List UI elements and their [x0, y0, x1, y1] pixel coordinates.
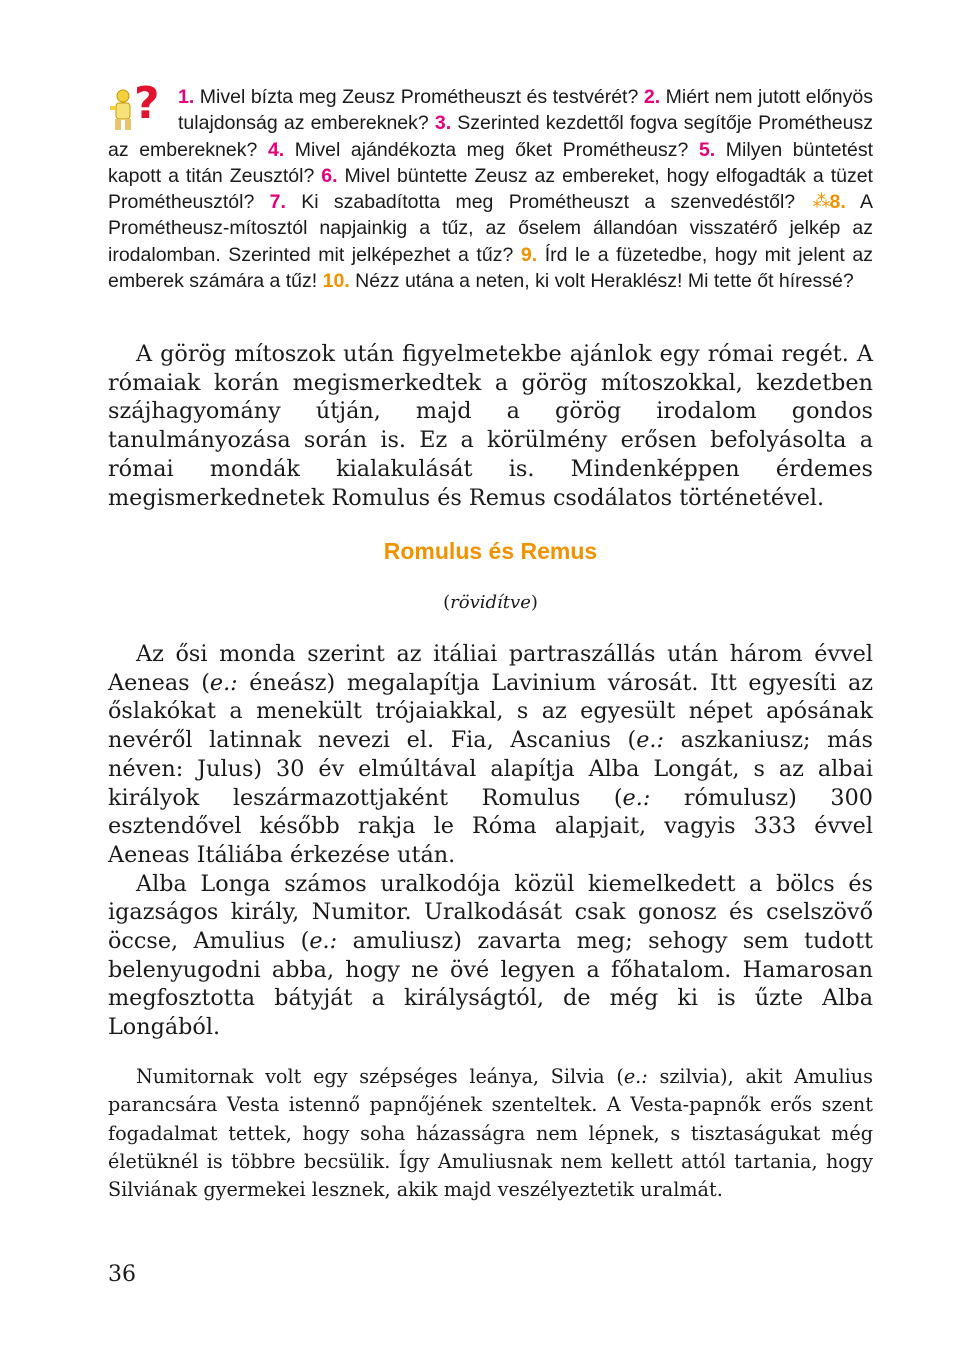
story-title: Romulus és Remus [383, 538, 598, 564]
pronunciation-marker: e.: [209, 669, 238, 696]
sparkle-star-icon: ⁂ [812, 191, 828, 213]
question-number: 2. [643, 86, 661, 108]
text-run: szilvia), akit Amulius parancsára Vesta istennő papnőjének szenteltek. A Vesta-papnők erős szent fogadalmat tettek, hogy soha házasságra nem lépnek, s tisztaságukat még életüknél is többre becsülik. Így Amuliusnak nem kellett attól tartania, hogy Silviának gyermekei lesznek, akik majd veszélyeztetik uralmát. [108, 1065, 874, 1202]
text-run: rómulusz) 300 esztendővel később rakja le Róma alapjait, vagyis 333 évvel Aeneas Itáliába érkezése után. [108, 784, 873, 868]
question-number: 5. [698, 138, 716, 161]
question-number: 1. [178, 86, 195, 108]
text-run: aszkaniusz; más néven: Julus) 30 év elmúltával alapítja Alba Longát, s az albai királyok leszármazottjaként Romulus ( [108, 727, 873, 811]
text-run: amuliusz) zavarta meg; sehogy sem tudott belenyugodni abba, hogy ne övé legyen a főhatalom. Hamarosan megfosztotta bátyját a királyságtól, de még ki is űzte Alba Longából. [108, 928, 874, 1041]
question-number: 7. [269, 191, 286, 214]
question-text: Írd le a füzetedbe, hogy mit jelent az emberek számára a tűz! [108, 243, 873, 293]
intro-paragraph [108, 340, 873, 512]
question-text: Ki szabadította meg Prométheuszt a szenvedéstől? [285, 191, 811, 214]
subtitle-close: ) [530, 592, 538, 613]
story-paragraph-1 [108, 640, 873, 870]
text-run: éneász) megalapítja Lavinium városát. Itt egyesíti az őslakókat a menekült trójaiakkal, s az egyesült népet apósának nevéről latinnak nevezi el. Fia, Ascanius ( [108, 669, 873, 754]
text-run: Alba Longa számos uralkodója közül kiemelkedett a bölcs és igazságos király, Numitor. Uralkodását csak gonosz és cselszövő öccse, Amulius ( [108, 870, 873, 955]
question-text: A Prométheusz-mítosztól napjainkig a tűz, az őselem állandóan visszatérő jelkép az irodalomban. Szerinted mit jelképezhet a tűz? [108, 191, 873, 266]
question-number: 10. [322, 270, 350, 293]
question-number: 8. [829, 191, 846, 214]
small-print-block [108, 1063, 873, 1204]
question-text: Mivel ajándékozta meg őket Prométheusz? [284, 138, 699, 161]
question-figure-icon [108, 78, 174, 136]
pronunciation-marker: e.: [622, 784, 651, 811]
story-body [108, 640, 873, 1042]
question-mark-icon: ? [134, 78, 160, 129]
question-text: Nézz utána a neten, ki volt Heraklész! Mi tette őt híressé? [349, 270, 854, 293]
pronunciation-marker: e.: [623, 1065, 648, 1088]
pronunciation-marker: e.: [309, 928, 338, 955]
intro-text: A görög mítoszok után figyelmetekbe ajánlok egy római regét. A rómaiak korán megismerkedtek a görög mítoszokkal, kezdetben szájhagyomány útján, majd a görög irodalom gondos tanulmányozása során is. Ez a körülmény erősen befolyásolta a római mondák kialakulását is. Mindenképpen érdemes megismerkednetek Romulus és Remus csodálatos történetével. [108, 341, 873, 511]
small-paragraph [108, 1063, 873, 1204]
questions-text [108, 86, 873, 292]
question-text: Mivel büntette Zeusz az embereket, hogy elfogadták a tüzet Prométheusztól? [108, 164, 873, 214]
text-run: Numitornak volt egy szépséges leánya, Silvia ( [136, 1065, 624, 1088]
story-subtitle [108, 592, 873, 613]
subtitle-open: ( [443, 592, 451, 613]
question-text: Szerinted kezdettől fogva segítője Prométheusz az embereknek? [108, 112, 873, 161]
question-number: 4. [267, 138, 285, 161]
story-paragraph-2 [108, 870, 873, 1042]
question-text: Mivel bízta meg Zeusz Prométheuszt és testvérét? [194, 86, 644, 108]
text-run: Az ősi monda szerint az itáliai partraszállás után három évvel Aeneas ( [108, 641, 873, 696]
question-text: Milyen büntetést kapott a titán Zeusztól? [108, 138, 873, 187]
question-number: 9. [520, 243, 538, 266]
questions-block [108, 78, 873, 294]
figure-icon [110, 88, 136, 132]
page-number: 36 [108, 1262, 136, 1287]
question-number: 6. [321, 164, 338, 187]
subtitle-text: rövidítve [450, 592, 531, 613]
question-number: 3. [434, 112, 452, 135]
pronunciation-marker: e.: [636, 727, 665, 754]
question-text: Miért nem jutott előnyös tulajdonság az embereknek? [178, 86, 873, 135]
